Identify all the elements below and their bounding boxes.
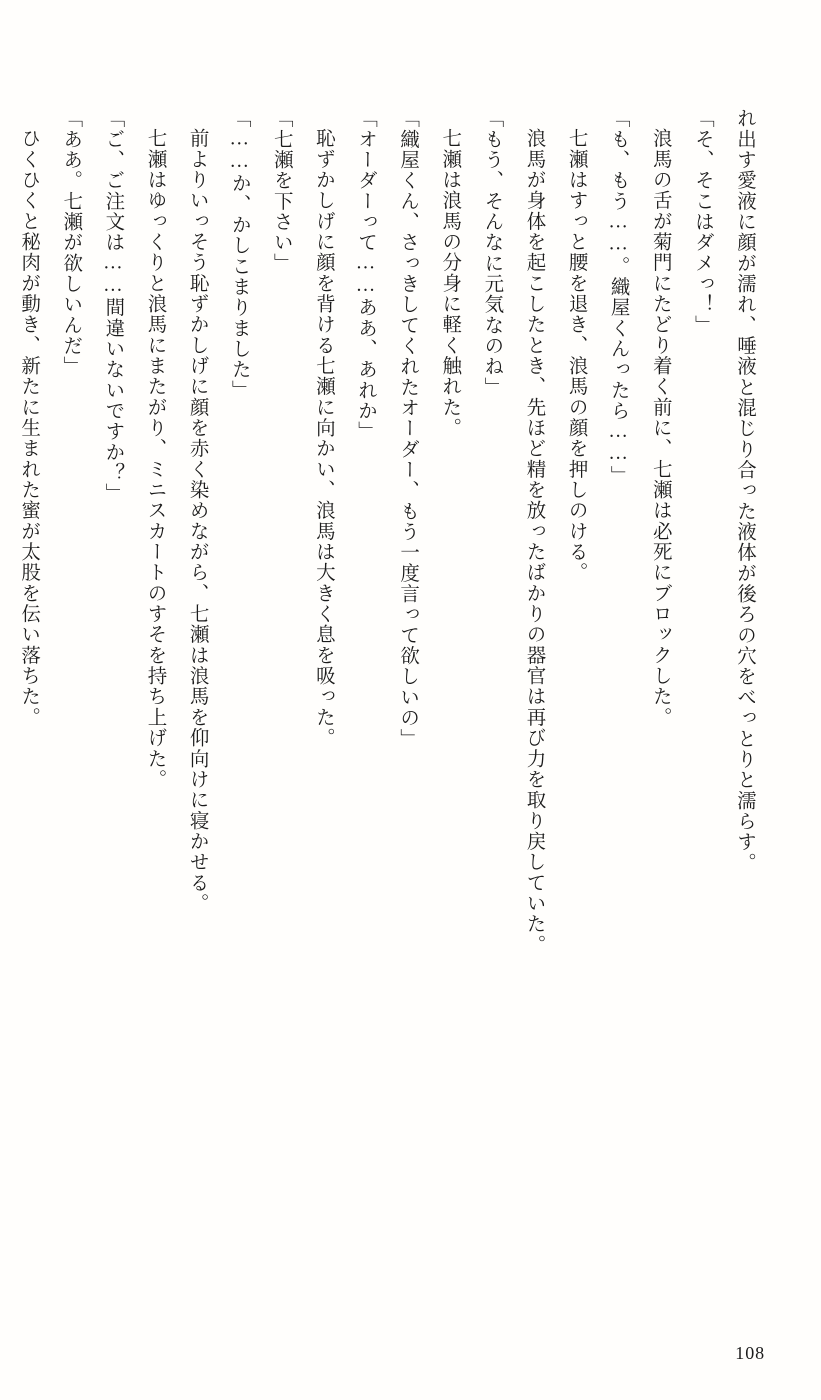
text-line: れ出す愛液に顔が濡れ、唾液と混じり合った液体が後ろの穴をべっとりと濡らす。	[734, 108, 755, 873]
text-line: 「ああ。七瀬が欲しいんだ」	[60, 108, 82, 377]
text-line: 浪馬の舌が菊門にたどり着く前に、七瀬は必死にブロックした。	[649, 128, 671, 728]
text-line: ひくひくと秘肉が動き、新たに生まれた蜜が太股を伝い落ちた。	[18, 128, 40, 728]
text-line: 「そ、そこはダメっ！」	[691, 108, 713, 336]
text-line: 「ご、ご注文は……間違いないですか？」	[102, 108, 124, 504]
text-line: 「もう、そんなに元気なのね」	[481, 108, 503, 398]
text-line: 七瀬はゆっくりと浪馬にまたがり、ミニスカートのすそを持ち上げた。	[144, 128, 166, 790]
page-number: 108	[735, 1343, 765, 1363]
text-line	[0, 108, 7, 1188]
text-line: 「織屋くん、さっきしてくれたオーダー、もう一度言って欲しいの」	[397, 108, 419, 749]
text-line: 「も、もう……。織屋くんったら……」	[607, 108, 629, 487]
body-text	[18, 108, 765, 1188]
text-line: 「七瀬を下さい」	[270, 108, 292, 274]
text-line: 前よりいっそう恥ずかしげに顔を赤く染めながら、七瀬は浪馬を仰向けに寝かせる。	[186, 128, 208, 914]
text-line: 「……か、かしこまりました」	[228, 108, 250, 401]
text-line: 恥ずかしげに顔を背ける七瀬に向かい、浪馬は大きく息を吸った。	[312, 128, 334, 749]
text-line: 浪馬が身体を起こしたとき、先ほど精を放ったばかりの器官は再び力を取り戻していた。	[523, 128, 545, 955]
text-line: 七瀬はすっと腰を退き、浪馬の顔を押しのける。	[565, 128, 587, 583]
text-line: 「オーダーって……ああ、あれか」	[355, 108, 377, 442]
text-line: 七瀬は浪馬の分身に軽く触れた。	[439, 128, 461, 439]
